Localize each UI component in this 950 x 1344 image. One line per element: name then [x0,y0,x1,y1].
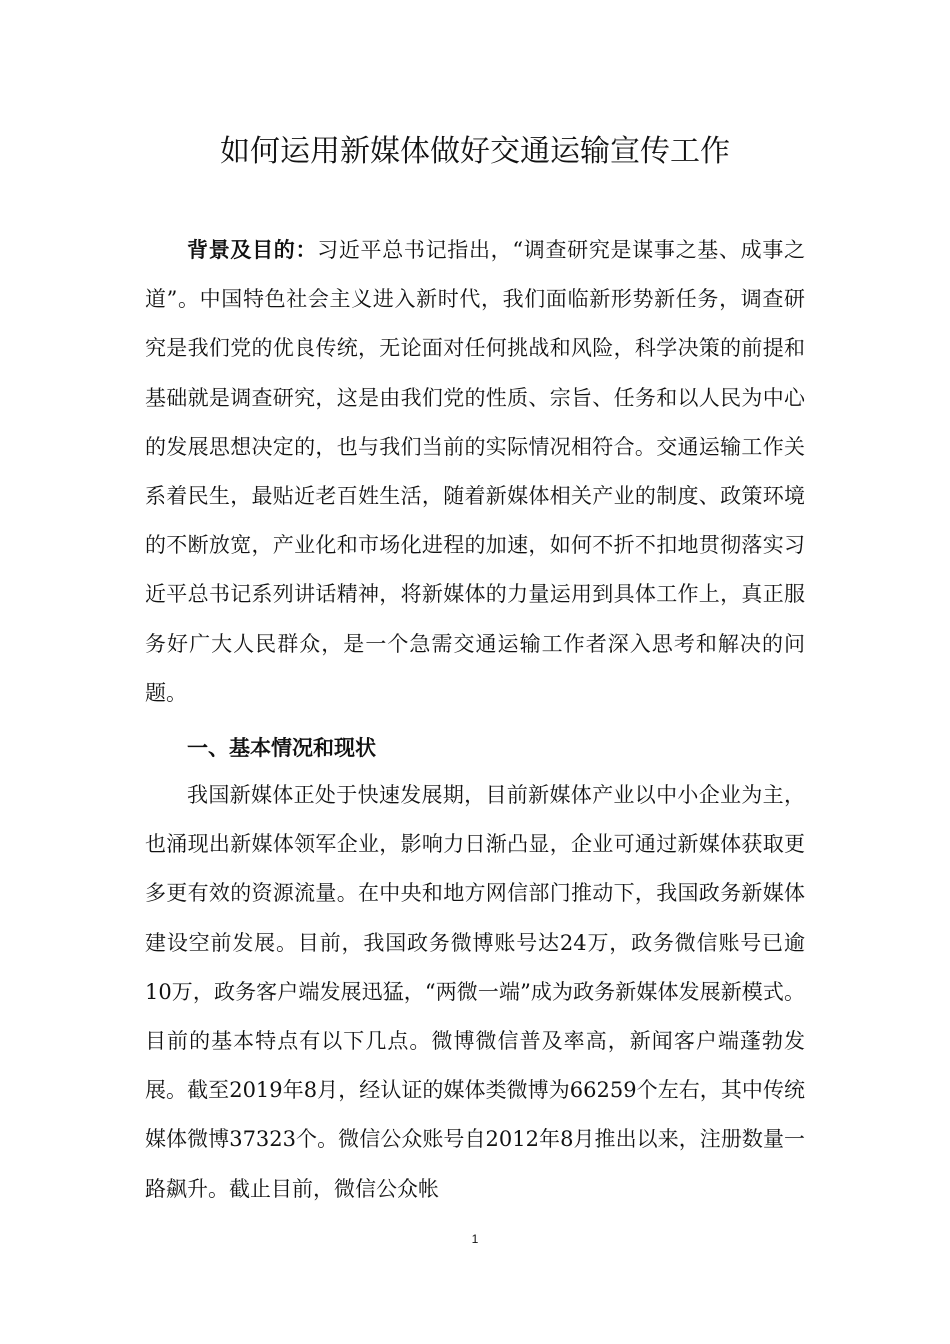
section-paragraph: 我国新媒体正处于快速发展期，目前新媒体产业以中小企业为主，也涌现出新媒体领军企业，影响力日渐凸显，企业可通过新媒体获取更多更有效的资源流量。在中央和地方网信部门推动下，我国政务新媒体建设空前发展。目前，我国政务微博账号达24万，政务微信账号已逾10万，政务客户端发展迅猛，“两微一端”成为政务新媒体发展新模式。目前的基本特点有以下几点。微博微信普及率高，新闻客户端蓬勃发展。截至2019年8月，经认证的媒体类微博为66259个左右，其中传统媒体微博37323个。微信公众账号自2012年8月推出以来，注册数量一路飙升。截止目前，微信公众帐 [145,783,805,1201]
intro-body-text: 习近平总书记指出，“调查研究是谋事之基、成事之道”。中国特色社会主义进入新时代，我们面临新形势新任务，调查研究是我们党的优良传统，无论面对任何挑战和风险，科学决策的前提和基础就是调查研究，这是由我们党的性质、宗旨、任务和以人民为中心的发展思想决定的，也与我们当前的实际情况相符合。交通运输工作关系着民生，最贴近老百姓生活，随着新媒体相关产业的制度、政策环境的不断放宽，产业化和市场化进程的加速，如何不折不扣地贯彻落实习近平总书记系列讲话精神，将新媒体的力量运用到具体工作上，真正服务好广大人民群众，是一个急需交通运输工作者深入思考和解决的问题。 [145,238,806,705]
intro-paragraph [145,226,805,718]
document-title: 如何运用新媒体做好交通运输宣传工作 [220,134,730,169]
intro-lead-label: 背景及目的： [187,238,318,262]
page-number: 1 [471,1232,479,1246]
section-heading: 一、基本情况和现状 [187,736,376,760]
